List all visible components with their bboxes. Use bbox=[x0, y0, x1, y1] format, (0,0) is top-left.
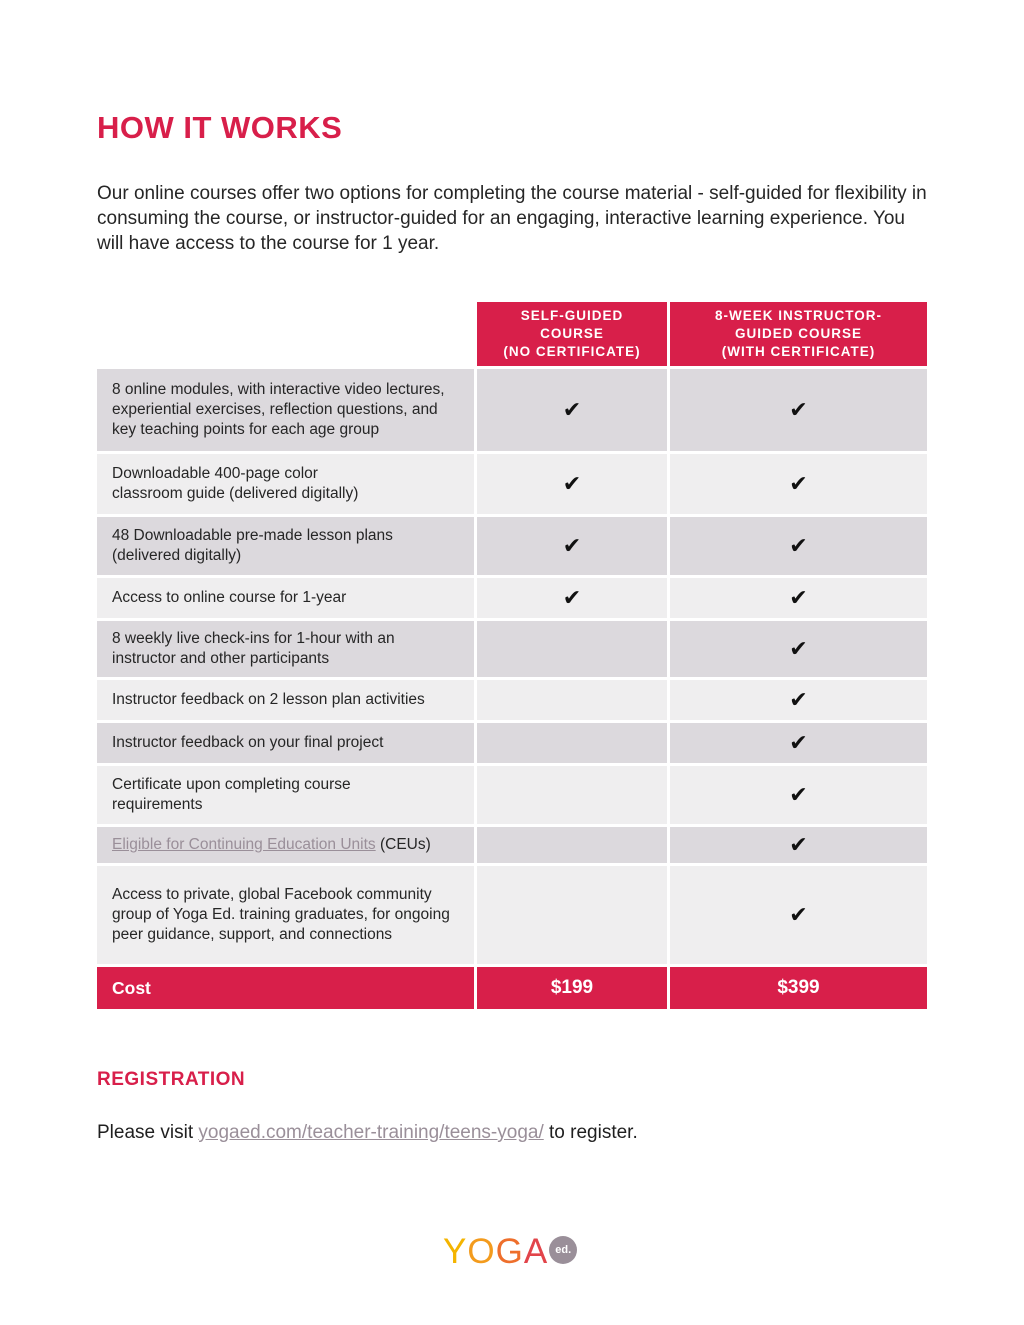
logo-ed-badge: ed. bbox=[549, 1236, 577, 1264]
instructor-price: $399 bbox=[670, 967, 927, 1009]
page-title: HOW IT WORKS bbox=[97, 110, 343, 145]
header-line: (WITH CERTIFICATE) bbox=[721, 344, 876, 359]
header-line: (NO CERTIFICATE) bbox=[503, 344, 641, 359]
table-row bbox=[97, 827, 927, 863]
feature-cell: Downloadable 400-page color classroom guide (delivered digitally) bbox=[97, 454, 474, 514]
logo-letter: Y bbox=[443, 1232, 468, 1271]
ceu-suffix: (CEUs) bbox=[375, 836, 431, 853]
header-line: GUIDED COURSE bbox=[734, 326, 862, 341]
table-row bbox=[97, 621, 927, 677]
self-guided-empty-cell bbox=[477, 866, 667, 964]
header-line: SELF-GUIDED bbox=[520, 308, 624, 323]
instructor-check-icon: ✔ bbox=[670, 766, 927, 824]
header-self-guided bbox=[477, 302, 667, 366]
header-instructor-guided bbox=[670, 302, 927, 366]
feature-cell bbox=[97, 827, 474, 863]
instructor-check-icon: ✔ bbox=[670, 723, 927, 763]
self-guided-empty-cell bbox=[477, 766, 667, 824]
self-guided-empty-cell bbox=[477, 680, 667, 720]
registration-suffix: to register. bbox=[543, 1122, 638, 1143]
header-line: COURSE bbox=[540, 326, 604, 341]
self-guided-check-icon: ✔ bbox=[477, 517, 667, 575]
instructor-check-icon: ✔ bbox=[670, 680, 927, 720]
feature-cell: Access to online course for 1-year bbox=[97, 578, 474, 618]
comparison-table bbox=[94, 299, 930, 1012]
yoga-ed-logo bbox=[443, 1232, 577, 1272]
ceu-link[interactable]: Eligible for Continuing Education Units bbox=[112, 836, 376, 853]
feature-cell: Certificate upon completing course requirements bbox=[97, 766, 474, 824]
self-guided-check-icon: ✔ bbox=[477, 369, 667, 451]
table-row bbox=[97, 866, 927, 964]
intro-paragraph: Our online courses offer two options for completing the course material - self-guided for flexibility in consuming the course, or instructor-guided for an engaging, interactive learning experience. You will have access to the course for 1 year. bbox=[97, 183, 927, 254]
table-header-row bbox=[97, 302, 927, 366]
logo-letter: A bbox=[523, 1232, 549, 1271]
instructor-check-icon: ✔ bbox=[670, 517, 927, 575]
registration-link[interactable]: yogaed.com/teacher-training/teens-yoga/ bbox=[198, 1122, 544, 1143]
table-row bbox=[97, 766, 927, 824]
feature-cell: 8 online modules, with interactive video lectures, experiential exercises, reflection questions, and key teaching points for each age group bbox=[97, 369, 474, 451]
registration-prefix: Please visit bbox=[97, 1122, 199, 1143]
registration-text bbox=[97, 1120, 638, 1145]
self-guided-empty-cell bbox=[477, 621, 667, 677]
table-row bbox=[97, 454, 927, 514]
cost-label: Cost bbox=[97, 967, 474, 1009]
feature-cell: 48 Downloadable pre-made lesson plans (delivered digitally) bbox=[97, 517, 474, 575]
header-blank-cell bbox=[97, 302, 474, 366]
instructor-check-icon: ✔ bbox=[670, 369, 927, 451]
self-guided-price: $199 bbox=[477, 967, 667, 1009]
feature-cell: Instructor feedback on 2 lesson plan activities bbox=[97, 680, 474, 720]
registration-heading: REGISTRATION bbox=[97, 1069, 246, 1090]
instructor-check-icon: ✔ bbox=[670, 866, 927, 964]
table-row bbox=[97, 680, 927, 720]
self-guided-check-icon: ✔ bbox=[477, 454, 667, 514]
instructor-check-icon: ✔ bbox=[670, 454, 927, 514]
instructor-check-icon: ✔ bbox=[670, 621, 927, 677]
feature-cell: 8 weekly live check-ins for 1-hour with an instructor and other participants bbox=[97, 621, 474, 677]
instructor-check-icon: ✔ bbox=[670, 578, 927, 618]
logo-letter: O bbox=[467, 1232, 496, 1271]
header-line: 8-WEEK INSTRUCTOR- bbox=[714, 308, 882, 323]
feature-cell: Access to private, global Facebook community group of Yoga Ed. training graduates, for ongoing peer guidance, support, and connections bbox=[97, 866, 474, 964]
self-guided-check-icon: ✔ bbox=[477, 578, 667, 618]
self-guided-empty-cell bbox=[477, 723, 667, 763]
table-row bbox=[97, 517, 927, 575]
cost-row bbox=[97, 967, 927, 1009]
table-row bbox=[97, 578, 927, 618]
instructor-check-icon: ✔ bbox=[670, 827, 927, 863]
table-row bbox=[97, 723, 927, 763]
feature-cell: Instructor feedback on your final project bbox=[97, 723, 474, 763]
logo-letter: G bbox=[495, 1232, 524, 1271]
table-row bbox=[97, 369, 927, 451]
self-guided-empty-cell bbox=[477, 827, 667, 863]
